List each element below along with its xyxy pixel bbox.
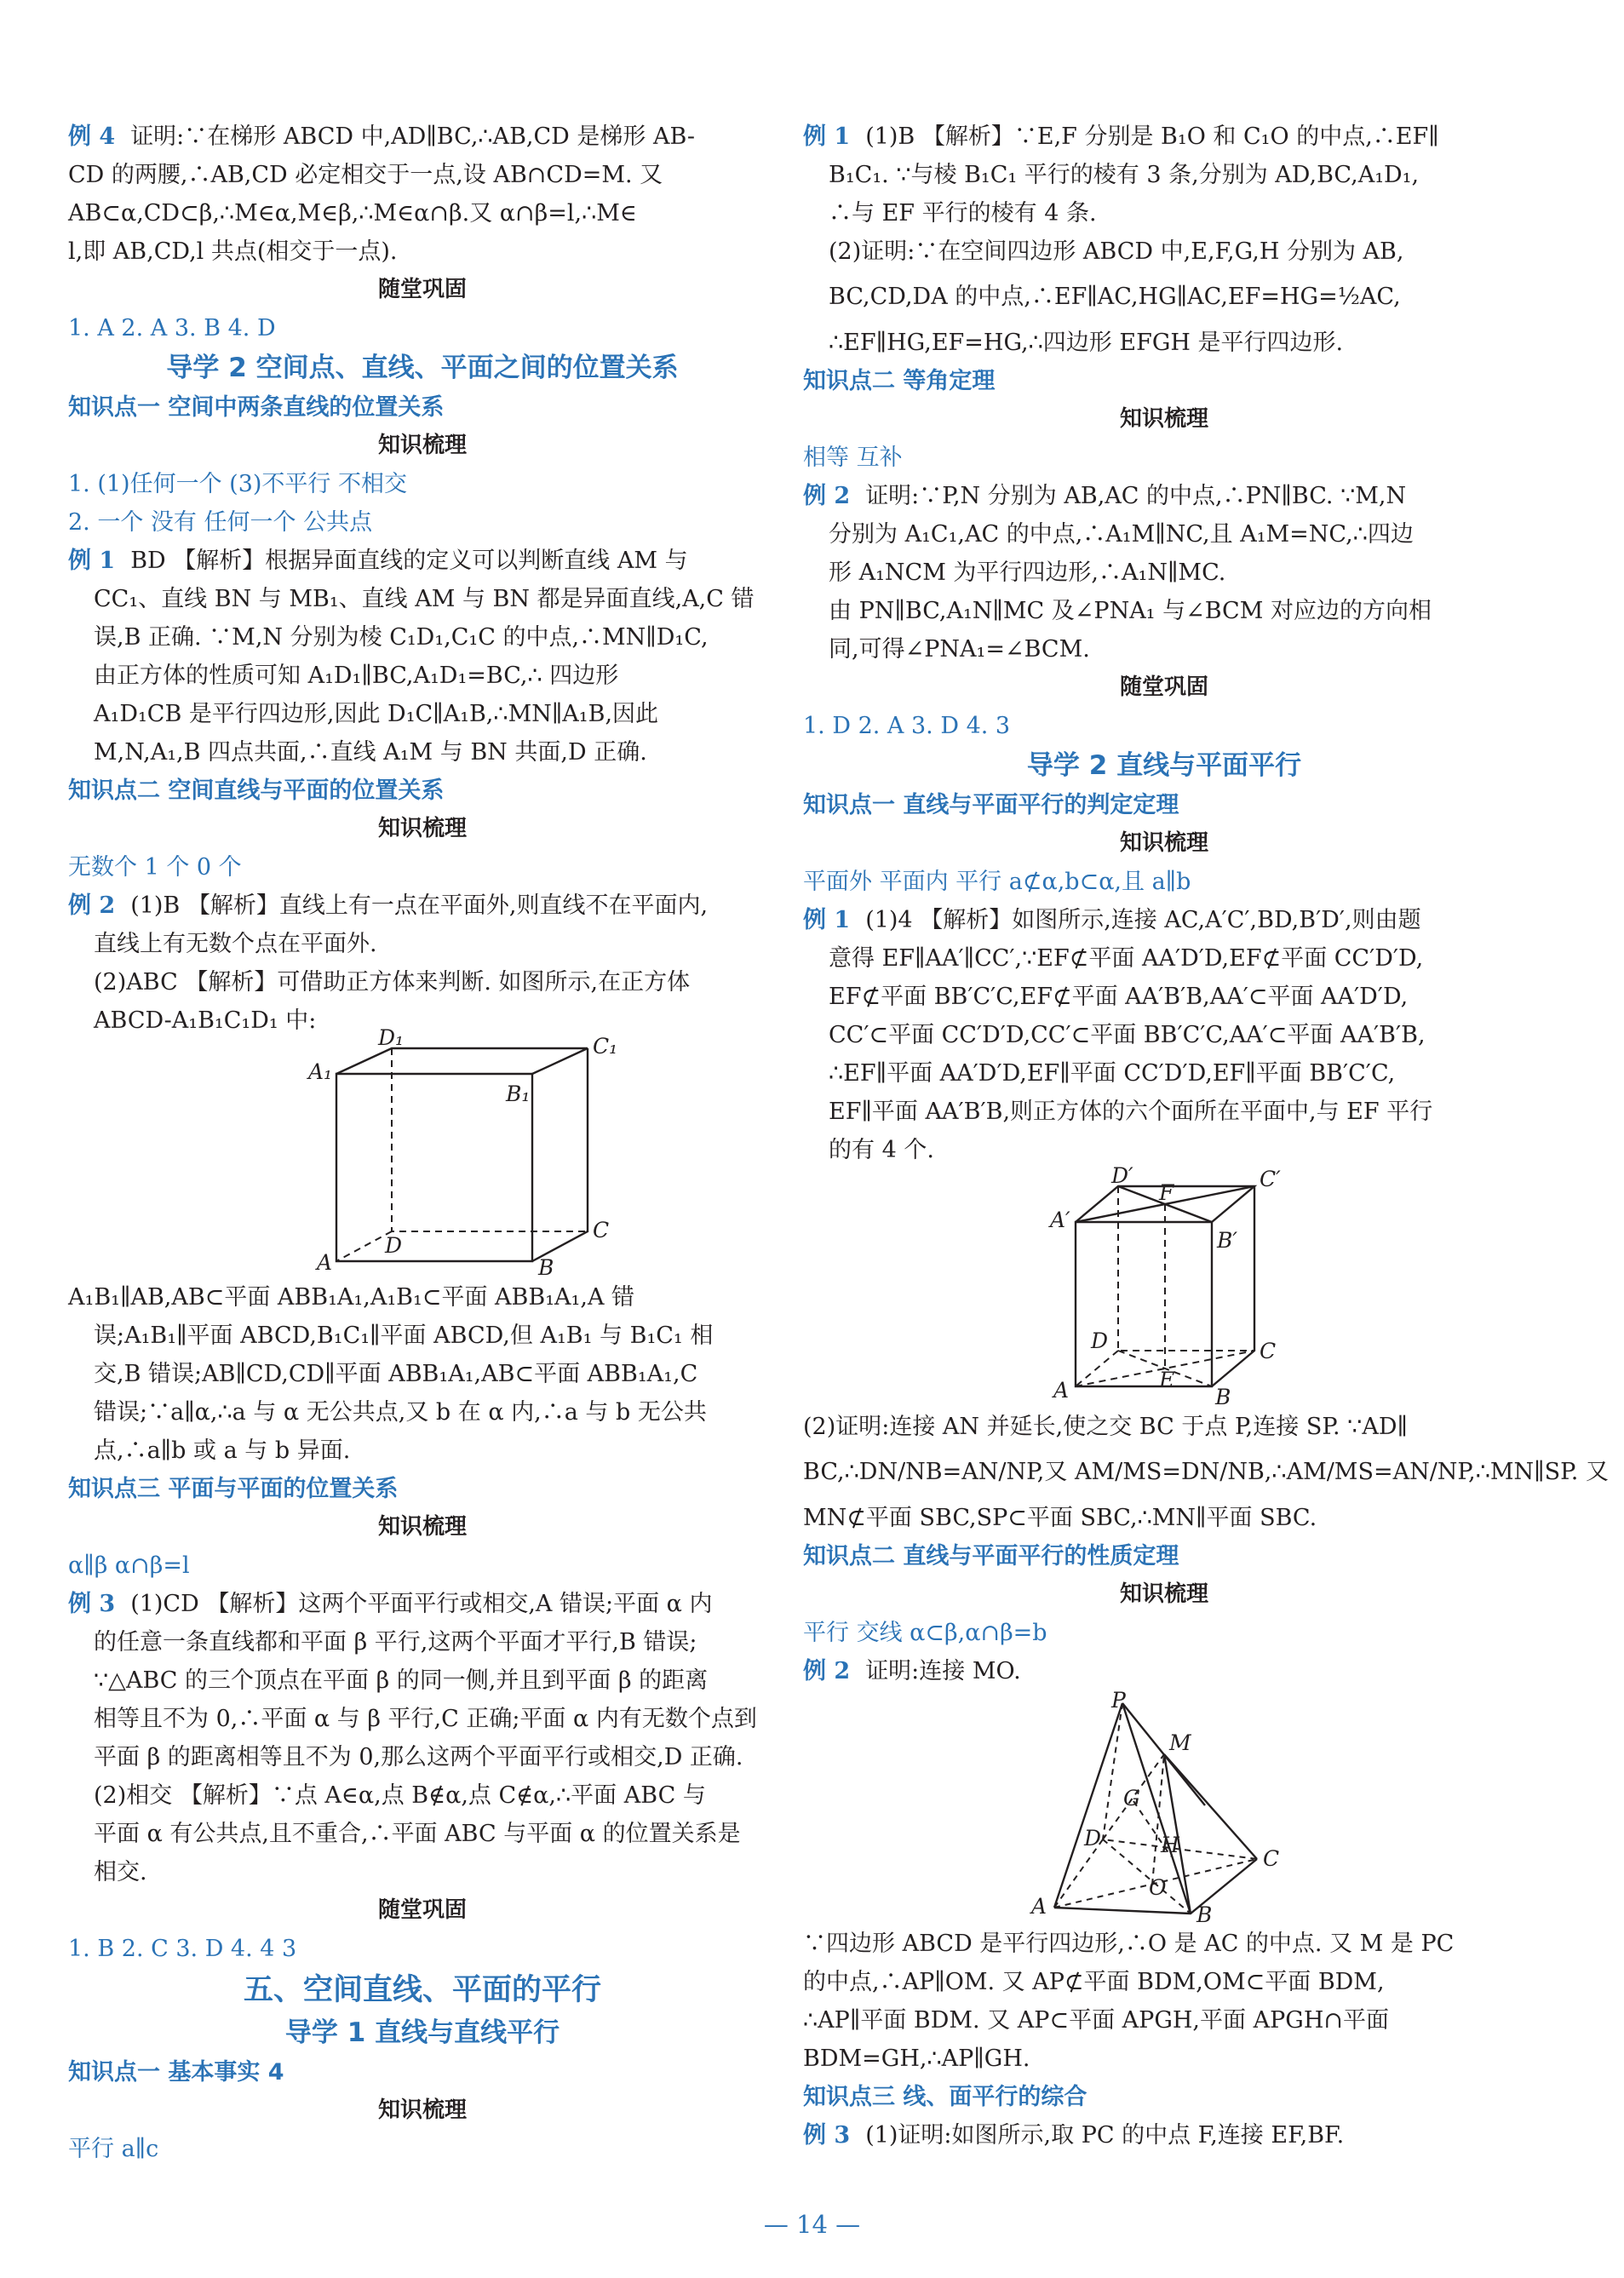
text-line: ∵四边形 ABCD 是平行四边形,∴O 是 AC 的中点. 又 M 是 PC [803,1931,1455,1957]
right-column [803,118,1609,2155]
text-line: (2)证明:∵在空间四边形 ABCD 中,E,F,G,H 分别为 AB, [829,238,1404,265]
lesson-title: 导学 1 直线与直线平行 [284,2017,560,2048]
cube1-label-B1: B₁ [506,1082,531,1106]
answer-line: 1. (1)任何一个 (3)不平行 不相交 [68,471,407,497]
subheading: 知识梳理 [377,2097,467,2123]
cube2-label-Bp: B′ [1217,1228,1238,1253]
subheading: 知识梳理 [377,1514,467,1540]
answer-line: 1. A 2. A 3. B 4. D [68,315,276,341]
answer-line: 平面外 平面内 平行 a⊄α,b⊂α,且 a∥b [803,869,1191,895]
subheading: 知识梳理 [1119,830,1208,856]
text-line: EF⊄平面 BB′C′C,EF⊄平面 AA′B′B,AA′⊂平面 AA′D′D, [829,984,1409,1010]
pyramid-label-C: C [1263,1846,1280,1871]
text-line: (2)ABC 【解析】可借助正方体来判断. 如图所示,在正方体 [94,969,691,996]
text-line: EF∥平面 AA′B′B,则正方体的六个面所在平面中,与 EF 平行 [829,1099,1433,1125]
text-line: 例 4 证明:∵在梯形 ABCD 中,AD∥BC,∴AB,CD 是梯形 AB- [68,123,695,150]
section-heading: 知识点一 空间中两条直线的位置关系 [68,394,445,421]
answer-line: 无数个 1 个 0 个 [68,854,242,881]
cube-figure-1 [68,1025,777,1280]
example-label: 例 4 [68,123,116,150]
text-line: ∴EF∥平面 AA′D′D,EF∥平面 CC′D′D,EF∥平面 BB′C′C, [829,1060,1396,1087]
text-line: CD 的两腰,∴AB,CD 必定相交于一点,设 AB∩CD=M. 又 [68,162,663,188]
cube2-label-C: C [1260,1339,1277,1363]
section-heading: 知识点二 等角定理 [803,368,996,394]
pyramid-label-D: D [1084,1826,1102,1851]
text-line: 平面 α 有公共点,且不重合,∴平面 ABC 与平面 α 的位置关系是 [94,1821,741,1847]
text-line: ABCD-A₁B₁C₁D₁ 中: [94,1007,317,1034]
text-line: A₁B₁∥AB,AB⊂平面 ABB₁A₁,A₁B₁⊂平面 ABB₁A₁,A 错 [68,1284,635,1311]
cube1-label-B: B [538,1255,554,1280]
text-line: CC₁、直线 BN 与 MB₁、直线 AM 与 BN 都是异面直线,A,C 错 [94,586,755,612]
pyramid-label-P: P [1111,1688,1126,1713]
text-line: A₁D₁CB 是平行四边形,因此 D₁C∥A₁B,∴MN∥A₁B,因此 [94,701,659,727]
text-line: CC′⊂平面 CC′D′D,CC′⊂平面 BB′C′C,AA′⊂平面 AA′B′B, [829,1022,1426,1048]
pyramid-label-H: H [1161,1833,1179,1857]
answer-line: 平行 交线 α⊂β,α∩β=b [803,1620,1047,1646]
text-line: 例 3 (1)CD 【解析】这两个平面平行或相交,A 错误;平面 α 内 [68,1591,713,1617]
text-line: BC,CD,DA 的中点,∴EF∥AC,HG∥AC,EF=HG=½AC, [829,284,1401,310]
text-line: M,N,A₁,B 四点共面,∴直线 A₁M 与 BN 共面,D 正确. [94,739,647,766]
pyramid-label-M: M [1169,1730,1191,1755]
example-label: 例 1 [68,548,116,574]
pyramid-label-B: B [1196,1902,1213,1927]
cube2-label-E: E [1159,1368,1175,1392]
cube2-label-Dp: D′ [1111,1163,1133,1188]
text-line: ∵△ABC 的三个顶点在平面 β 的同一侧,并且到平面 β 的距离 [94,1667,709,1694]
text-line: 的任意一条直线都和平面 β 平行,这两个平面才平行,B 错误; [94,1629,697,1655]
cube2-label-A: A [1053,1378,1070,1403]
lesson-title: 导学 2 直线与平面平行 [1026,750,1302,781]
subheading: 知识梳理 [1119,1581,1208,1607]
text-line: 相等且不为 0,∴平面 α 与 β 平行,C 正确;平面 α 内有无数个点到 [94,1706,757,1732]
text-line: (2)相交 【解析】∵点 A∈α,点 B∉α,点 C∉α,∴平面 ABC 与 [94,1782,706,1809]
text-line: 误,B 正确. ∵M,N 分别为棱 C₁D₁,C₁C 的中点,∴MN∥D₁C, [94,624,709,651]
cube1-label-A1: A₁ [308,1059,333,1084]
section-heading: 知识点一 基本事实 4 [68,2059,284,2086]
pyramid-figure [803,1690,1525,1925]
example-label: 例 1 [803,123,851,150]
section-heading: 知识点二 直线与平面平行的性质定理 [803,1543,1179,1569]
text-line: ∴EF∥HG,EF=HG,∴四边形 EFGH 是平行四边形. [829,330,1344,356]
pyramid-label-A: A [1031,1894,1047,1919]
subheading: 知识梳理 [1119,406,1208,432]
answer-line: 1. D 2. A 3. D 4. 3 [803,713,1011,739]
cube-figure-2 [803,1163,1525,1409]
pyramid-label-O: O [1149,1875,1167,1900]
text-line: 例 1 (1)B 【解析】∵E,F 分别是 B₁O 和 C₁O 的中点,∴EF∥ [803,123,1439,150]
text-line: ∴AP∥平面 BDM. 又 AP⊂平面 APGH,平面 APGH∩平面 [803,2007,1389,2034]
text-line: BC,∴DN/NB=AN/NP,又 AM/MS=DN/NB,∴AM/MS=AN/NP,∴MN∥SP. 又 [803,1459,1609,1485]
text-line: 点,∴a∥b 或 a 与 b 异面. [94,1437,351,1464]
text-line: 例 1 (1)4 【解析】如图所示,连接 AC,A′C′,BD,B′D′,则由题 [803,907,1421,933]
cube2-label-Ap: A′ [1050,1208,1070,1232]
text-line: 平面 β 的距离相等且不为 0,那么这两个平面平行或相交,D 正确. [94,1744,743,1770]
cube2-label-F: F [1159,1180,1174,1205]
answer-line: 相等 互补 [803,445,903,471]
text-line: MN⊄平面 SBC,SP⊂平面 SBC,∴MN∥平面 SBC. [803,1505,1317,1531]
text-line: 由正方体的性质可知 A₁D₁∥BC,A₁D₁=BC,∴ 四边形 [94,663,619,689]
text-line: (2)证明:连接 AN 并延长,使之交 BC 于点 P,连接 SP. ∵AD∥ [803,1414,1408,1440]
example-label: 例 3 [68,1591,116,1617]
cube2-label-Cp: C′ [1260,1167,1281,1191]
text-line: 的有 4 个. [829,1137,934,1163]
answer-line: 2. 一个 没有 任何一个 公共点 [68,509,373,536]
page-number: — 14 — [763,2210,861,2239]
text-line: BDM=GH,∴AP∥GH. [803,2046,1030,2072]
subheading: 随堂巩固 [377,277,467,302]
pyramid-label-G: G [1123,1786,1140,1810]
answer-line: α∥β α∩β=l [68,1552,190,1579]
text-line: 例 2 (1)B 【解析】直线上有一点在平面外,则直线不在平面内, [68,892,709,919]
answer-line: 1. B 2. C 3. D 4. 4 3 [68,1936,297,1962]
text-line: 直线上有无数个点在平面外. [94,931,377,957]
text-line: AB⊂α,CD⊂β,∴M∈α,M∈β,∴M∈α∩β.又 α∩β=l,∴M∈ [68,200,637,227]
text-line: 意得 EF∥AA′∥CC′,∵EF⊄平面 AA′D′D,EF⊄平面 CC′D′D, [829,945,1424,972]
text-line: ∴与 EF 平行的棱有 4 条. [829,200,1097,227]
cube1-label-D: D [385,1233,403,1258]
section-heading: 知识点三 线、面平行的综合 [803,2084,1087,2110]
subheading: 知识梳理 [377,433,467,458]
text-line: 例 3 (1)证明:如图所示,取 PC 的中点 F,连接 EF,BF. [803,2122,1345,2149]
text-line: B₁C₁. ∵与棱 B₁C₁ 平行的棱有 3 条,分别为 AD,BC,A₁D₁, [829,162,1420,188]
cube1-label-C1: C₁ [593,1034,618,1059]
cube1-label-C: C [593,1218,610,1242]
text-line: 例 2 证明:∵P,N 分别为 AB,AC 的中点,∴PN∥BC. ∵M,N [803,483,1407,509]
text-line: 误;A₁B₁∥平面 ABCD,B₁C₁∥平面 ABCD,但 A₁B₁ 与 B₁C₁ 相 [94,1323,714,1349]
section-heading: 知识点一 直线与平面平行的判定定理 [803,792,1179,818]
example-label: 例 3 [803,2122,851,2149]
lesson-title: 导学 2 空间点、直线、平面之间的位置关系 [166,353,679,383]
subheading: 随堂巩固 [1119,674,1208,700]
text-line: 由 PN∥BC,A₁N∥MC 及∠PNA₁ 与∠BCM 对应边的方向相 [829,598,1432,624]
example-label: 例 2 [803,1658,851,1684]
text-line: 相交. [94,1859,147,1885]
example-label: 例 1 [803,907,851,933]
example-label: 例 2 [803,483,851,509]
subheading: 随堂巩固 [377,1897,467,1923]
text-line: 错误;∵a∥α,∴a 与 α 无公共点,又 b 在 α 内,∴a 与 b 无公共 [94,1399,707,1426]
section-heading: 知识点二 空间直线与平面的位置关系 [68,778,445,804]
answer-line: 平行 a∥c [68,2136,159,2162]
cube2-label-B: B [1215,1385,1231,1409]
text-line: 同,可得∠PNA₁=∠BCM. [829,636,1090,663]
text-line: 交,B 错误;AB∥CD,CD∥平面 ABB₁A₁,AB⊂平面 ABB₁A₁,C [94,1361,698,1387]
subheading: 知识梳理 [377,816,467,841]
text-line: 分别为 A₁C₁,AC 的中点,∴A₁M∥NC,且 A₁M=NC,∴四边 [829,521,1414,548]
section-heading: 知识点三 平面与平面的位置关系 [68,1476,399,1502]
text-line: 形 A₁NCM 为平行四边形,∴A₁N∥MC. [829,559,1226,586]
example-label: 例 2 [68,892,116,919]
left-column [68,118,777,2168]
text-line: 的中点,∴AP∥OM. 又 AP⊄平面 BDM,OM⊂平面 BDM, [803,1969,1385,1995]
text-line: 例 1 BD 【解析】根据异面直线的定义可以判断直线 AM 与 [68,548,688,574]
text-line: l,即 AB,CD,l 共点(相交于一点). [68,238,398,265]
cube1-label-A: A [317,1250,333,1275]
text-line: 例 2 证明:连接 MO. [803,1658,1021,1684]
cube1-label-D1: D₁ [378,1025,405,1050]
chapter-title: 五、空间直线、平面的平行 [243,1973,601,2007]
cube2-label-D: D [1091,1328,1109,1353]
